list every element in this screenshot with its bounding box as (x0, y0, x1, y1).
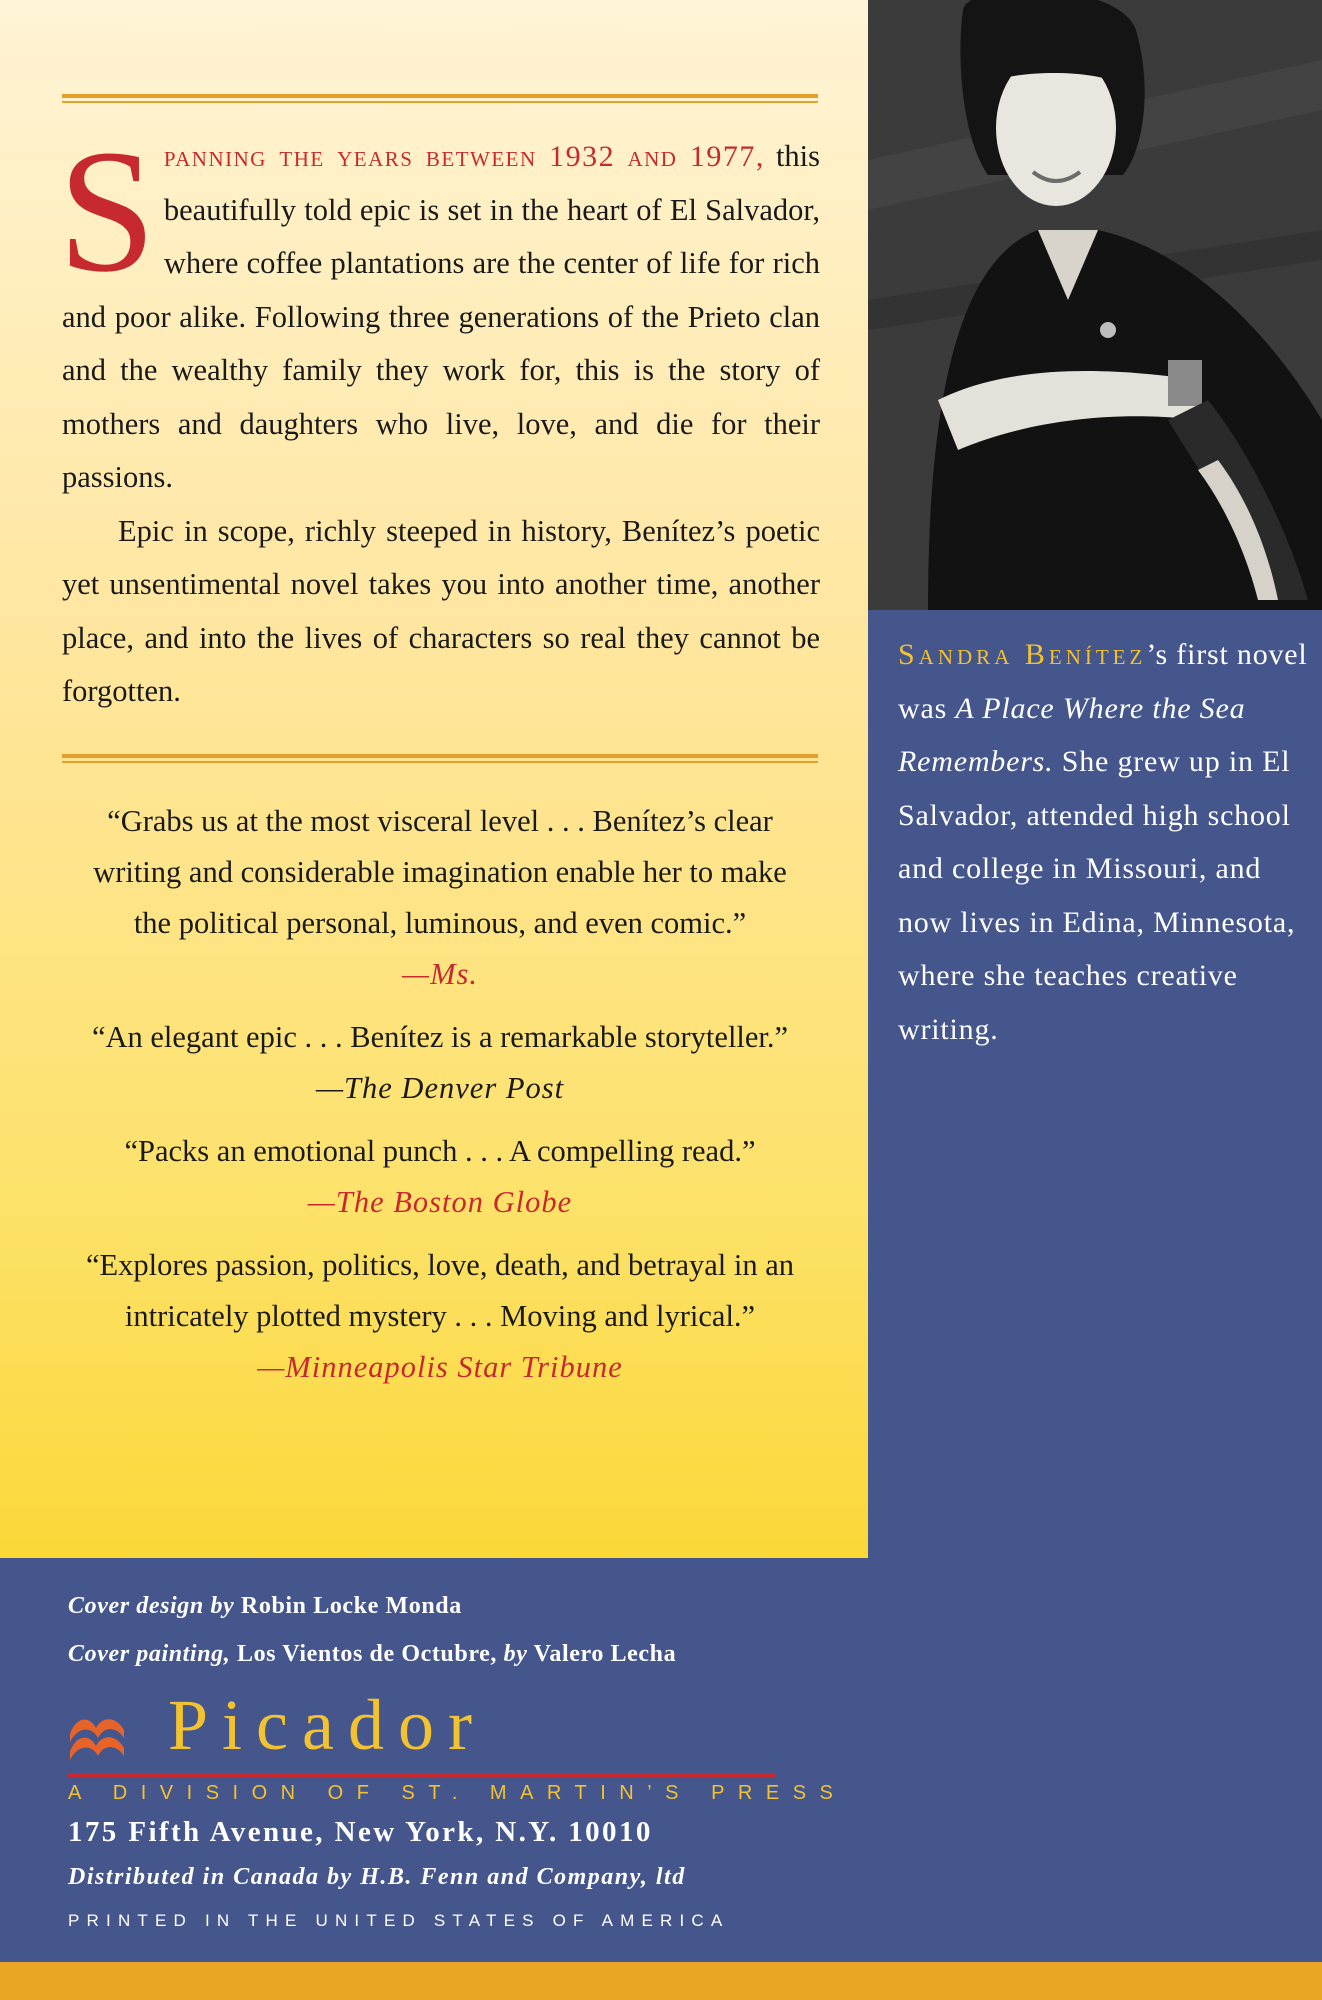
author-photo (868, 0, 1322, 610)
cover-design-credit (68, 1582, 676, 1630)
publisher-logo (68, 1685, 778, 1780)
blurb-text (58, 114, 821, 719)
publisher-address: 175 Fifth Avenue, New York, N.Y. 10010 (68, 1816, 653, 1848)
cover-painting-artist: Valero Lecha (533, 1641, 677, 1667)
author-name-possessive: ’s (1146, 638, 1168, 671)
review-quote (40, 1012, 840, 1114)
quote-source: —The Denver Post (315, 1071, 565, 1105)
drop-cap: S (58, 114, 156, 309)
quote-text: “Explores passion, politics, love, death, and betrayal in an intricately plotted mystery . . . Moving and lyrical.” (85, 1248, 795, 1333)
blurb-lead-in: panning the years between 1932 and 1977, (163, 140, 765, 173)
cover-design-label: Cover design by (68, 1593, 235, 1619)
cover-painting-by: by (503, 1641, 528, 1667)
printed-in: PRINTED IN THE UNITED STATES OF AMERICA (68, 1911, 730, 1930)
review-quotes (40, 796, 840, 1405)
review-quote (40, 1126, 840, 1228)
blurb-paragraph-1-body: this beautifully told epic is set in the heart of El Salvador, where coffee plantations are the center of life for rich and poor alike. Following three generations of the Prieto clan and the wealthy family they work for, this is the story of mothers and daughters who live, love, and die for their passions. (62, 139, 821, 494)
picador-mark-icon (68, 1712, 128, 1766)
review-quote (40, 1240, 840, 1393)
top-rule (62, 94, 818, 98)
quote-text: “Grabs us at the most visceral level . . . Benítez’s clear writing and considerable imagination enable her to make the political personal, luminous, and even comic.” (93, 804, 787, 940)
author-name: Sandra Benítez (898, 638, 1147, 671)
publisher-name: Picador (168, 1685, 486, 1765)
logo-underline (68, 1774, 776, 1777)
quote-text: “Packs an emotional punch . . . A compelling read.” (124, 1134, 756, 1168)
cover-painting-title: Los Vientos de Octubre, (236, 1641, 498, 1667)
cover-designer-name: Robin Locke Monda (240, 1593, 462, 1619)
quote-source: —Ms. (401, 957, 479, 991)
bio-intro: first novel was (898, 638, 1308, 725)
quote-source: —Minneapolis Star Tribune (257, 1350, 623, 1384)
canada-distribution: Distributed in Canada by H.B. Fenn and Company, ltd (68, 1864, 686, 1890)
cover-painting-credit (68, 1630, 676, 1678)
bio-body: She grew up in El Salvador, attended high school and college in Missouri, and now lives in Edina, Minnesota, where she teaches creative writing. (898, 745, 1296, 1046)
quote-source: —The Boston Globe (307, 1185, 573, 1219)
publisher-division: A DIVISION OF ST. MARTIN’S PRESS (68, 1782, 847, 1804)
author-photo-illustration (868, 0, 1322, 610)
blurb-paragraph-2: Epic in scope, richly steeped in history, Benítez’s poetic yet unsentimental novel takes you into another time, another place, and into the lives of characters so real they cannot be forgotten. (62, 513, 820, 708)
cover-painting-label: Cover painting, (68, 1641, 231, 1667)
author-bio (898, 628, 1310, 1056)
bio-book-title: A Place Where the Sea Remembers. (898, 691, 1246, 778)
cover-credits (68, 1582, 676, 1678)
review-quote (40, 796, 840, 1000)
middle-rule (62, 754, 818, 758)
blurb-paragraph-1 (58, 114, 821, 505)
quote-text: “An elegant epic . . . Benítez is a remarkable storyteller.” (91, 1020, 789, 1054)
bottom-band (0, 1962, 1322, 2000)
